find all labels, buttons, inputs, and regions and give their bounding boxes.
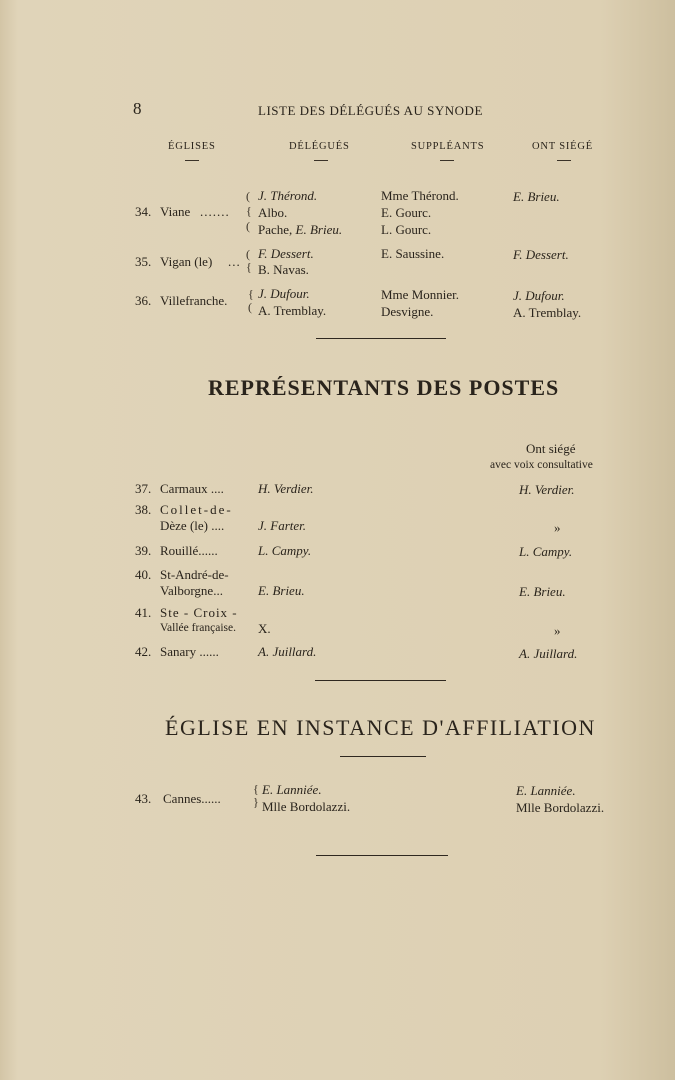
brace: { } (253, 782, 259, 809)
ont-siege-name: Mlle Bordolazzi. (516, 800, 605, 815)
delegate-name: J. Thérond. (258, 188, 318, 203)
brace: { ( (248, 287, 254, 314)
section-divider (316, 855, 448, 856)
poste-name: Carmaux .... (160, 481, 224, 496)
poste-name: St-André-de- (160, 567, 229, 582)
section-title-affiliation: ÉGLISE EN INSTANCE D'AFFILIATION (165, 715, 596, 740)
delegate-name: F. Dessert. (258, 246, 314, 261)
poste-name: Collet-de- (160, 502, 233, 517)
poste-name: Vallée française. (160, 622, 236, 634)
suppleant-name: Mme Monnier. (381, 287, 459, 302)
entry-number: 35. (135, 254, 152, 269)
poste-name: Sanary ...... (160, 644, 219, 659)
column-header-ont-siege: ONT SIÉGÉ (532, 141, 593, 152)
poste-name: Dèze (le) .... (160, 518, 225, 533)
column-dash (185, 160, 199, 161)
postes-column-subheader: avec voix consultative (490, 459, 593, 471)
section-divider (340, 756, 426, 757)
delegate-name: A. Juillard. (258, 644, 317, 659)
running-head: LISTE DES DÉLÉGUÉS AU SYNODE (258, 103, 483, 118)
poste-name: Rouillé...... (160, 543, 218, 558)
brace: ( { ( (246, 189, 252, 233)
ont-siege-name: L. Campy. (519, 544, 573, 559)
suppleant-name: Mme Thérond. (381, 188, 459, 203)
entry-number: 40. (135, 567, 152, 582)
entry-number: 36. (135, 293, 152, 308)
ont-siege-name: E. Brieu. (519, 584, 566, 599)
entry-number: 37. (135, 481, 152, 496)
delegate-name: H. Verdier. (258, 481, 314, 496)
delegate-name: X. (258, 621, 271, 636)
column-header-eglises: ÉGLISES (168, 141, 216, 152)
section-divider (316, 338, 446, 339)
delegate-name: J. Farter. (258, 518, 307, 533)
ont-siege-name: H. Verdier. (519, 482, 575, 497)
postes-column-header: Ont siégé (526, 441, 576, 456)
ont-siege-name: E. Brieu. (513, 189, 560, 204)
entry-number: 38. (135, 502, 152, 517)
church-name: Vigan (le) (160, 254, 213, 269)
entry-number: 42. (135, 644, 152, 659)
delegate-name: J. Dufour. (258, 286, 310, 301)
poste-name: Valborgne... (160, 583, 223, 598)
delegate-name: Albo. (258, 205, 288, 220)
leader-dots: ....... (200, 204, 230, 219)
page-number: 8 (133, 99, 142, 118)
ont-siege-name: F. Dessert. (513, 247, 569, 262)
ont-siege-name: A. Tremblay. (513, 305, 582, 320)
brace: ( { (246, 247, 252, 274)
column-dash (314, 160, 328, 161)
church-name: Viane (160, 204, 191, 219)
ont-siege-name: E. Lanniée. (516, 783, 576, 798)
delegate-name: Pache, E. Brieu. (258, 222, 343, 237)
leader-dots: ... (228, 254, 241, 269)
column-header-delegues: DÉLÉGUÉS (289, 141, 350, 152)
entry-number: 43. (135, 791, 152, 806)
section-title-postes: REPRÉSENTANTS DES POSTES (208, 375, 560, 400)
suppleant-name: E. Saussine. (381, 246, 445, 261)
ont-siege-name: A. Juillard. (519, 646, 578, 661)
entry-number: 34. (135, 204, 152, 219)
delegate-name: L. Campy. (258, 543, 312, 558)
column-header-suppleants: SUPPLÉANTS (411, 141, 485, 152)
column-dash (557, 160, 571, 161)
ont-siege-name: » (554, 623, 561, 638)
suppleant-name: Desvigne. (381, 304, 434, 319)
entry-number: 39. (135, 543, 152, 558)
suppleant-name: E. Gourc. (381, 205, 432, 220)
delegate-name: B. Navas. (258, 262, 309, 277)
poste-name: Ste - Croix - (160, 605, 238, 620)
delegate-name: A. Tremblay. (258, 303, 327, 318)
ont-siege-name: » (554, 520, 561, 535)
delegate-name: E. Brieu. (258, 583, 305, 598)
entry-number: 41. (135, 605, 152, 620)
church-name: Villefranche. (160, 293, 228, 308)
ont-siege-name: J. Dufour. (513, 288, 565, 303)
delegate-name: E. Lanniée. (262, 782, 322, 797)
suppleant-name: L. Gourc. (381, 222, 432, 237)
church-name: Cannes...... (163, 791, 221, 806)
section-divider (315, 680, 446, 681)
delegate-name: Mlle Bordolazzi. (262, 799, 351, 814)
column-dash (440, 160, 454, 161)
